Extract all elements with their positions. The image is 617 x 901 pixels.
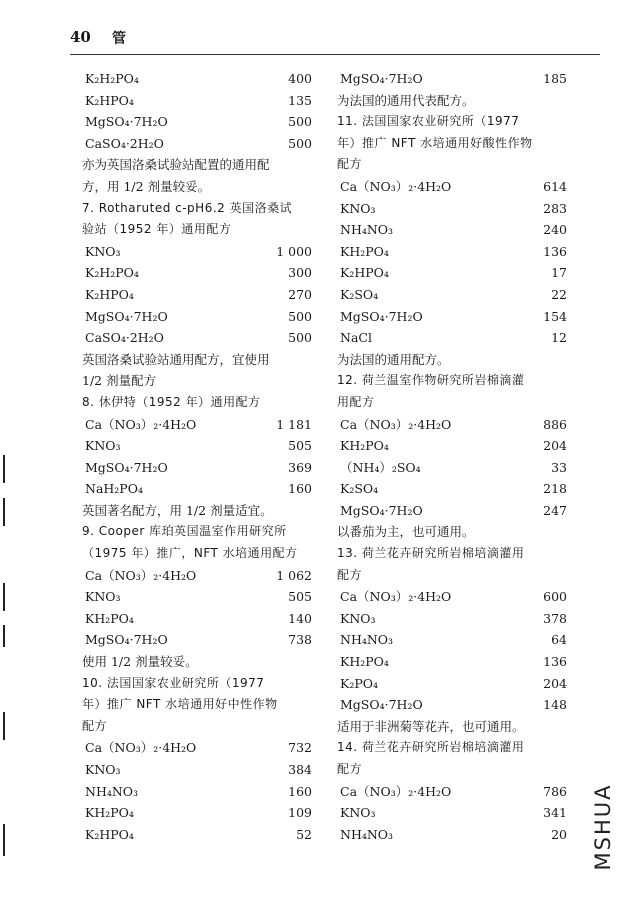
compound-name: Ca（NO₃）₂·4H₂O <box>340 178 452 194</box>
formula-row <box>337 500 567 522</box>
formula-heading: 年）推广 NFT 水培通用好酸性作物 <box>337 135 533 150</box>
compound-name: MgSO₄·7H₂O <box>85 114 168 130</box>
compound-name: Ca（NO₃）₂·4H₂O <box>340 589 452 605</box>
compound-amount: 20 <box>551 826 567 842</box>
formula-row <box>337 241 567 263</box>
compound-name: KNO₃ <box>85 589 121 605</box>
formula-row <box>337 176 567 198</box>
compound-name: K₂HPO₄ <box>340 265 389 281</box>
formula-row <box>337 219 567 241</box>
formula-row <box>82 457 312 479</box>
formula-row <box>337 198 567 220</box>
formula-row <box>82 435 312 457</box>
margin-mark <box>3 625 5 647</box>
formula-row <box>337 824 567 846</box>
compound-amount: 22 <box>551 286 567 302</box>
compound-name: MgSO₄·7H₂O <box>85 308 168 324</box>
compound-amount: 109 <box>288 805 312 821</box>
compound-name: NaCl <box>340 330 372 346</box>
compound-amount: 160 <box>288 783 312 799</box>
compound-amount: 12 <box>551 330 567 346</box>
formula-row <box>82 586 312 608</box>
formula-note: 1/2 剂量配方 <box>82 373 157 389</box>
compound-amount: 786 <box>543 783 567 799</box>
compound-amount: 283 <box>543 200 567 216</box>
formula-row <box>337 586 567 608</box>
compound-amount: 505 <box>288 438 312 454</box>
compound-name: KNO₃ <box>340 200 376 216</box>
formula-row <box>82 824 312 846</box>
compound-amount: 1 000 <box>276 243 312 259</box>
compound-name: NH₄NO₃ <box>340 222 394 238</box>
formula-heading: 14. 荷兰花卉研究所岩棉培滴灌用 <box>337 740 525 755</box>
formula-row <box>82 478 312 500</box>
formula-row <box>337 284 567 306</box>
header-rule <box>70 54 600 55</box>
compound-name: NaH₂PO₄ <box>85 481 143 497</box>
formula-heading: 配方 <box>337 157 363 172</box>
compound-amount: 886 <box>543 416 567 432</box>
compound-name: Ca（NO₃）₂·4H₂O <box>85 416 197 432</box>
formula-row <box>337 435 567 457</box>
margin-mark <box>3 712 5 740</box>
formula-row <box>82 759 312 781</box>
formula-note: 为法国的通用代表配方。 <box>337 92 475 108</box>
formula-row <box>82 327 312 349</box>
compound-name: K₂SO₄ <box>340 481 379 497</box>
compound-name: Ca（NO₃）₂·4H₂O <box>85 740 197 756</box>
formula-row <box>82 241 312 263</box>
compound-amount: 600 <box>543 589 567 605</box>
formula-note: 英国著名配方，用 1/2 剂量适宜。 <box>82 502 273 518</box>
formula-row <box>337 327 567 349</box>
compound-amount: 135 <box>288 92 312 108</box>
formula-note: 使用 1/2 剂量较妥。 <box>82 654 198 670</box>
compound-name: KH₂PO₄ <box>340 243 389 259</box>
compound-name: Ca（NO₃）₂·4H₂O <box>340 416 452 432</box>
compound-name: K₂HPO₄ <box>85 286 134 302</box>
formula-heading: 配方 <box>82 718 108 733</box>
compound-name: Ca（NO₃）₂·4H₂O <box>85 567 197 583</box>
formula-row <box>82 414 312 436</box>
margin-mark <box>3 498 5 526</box>
compound-name: K₂SO₄ <box>340 286 379 302</box>
compound-name: KH₂PO₄ <box>85 805 134 821</box>
compound-amount: 400 <box>288 71 312 86</box>
compound-amount: 369 <box>288 459 312 475</box>
compound-amount: 64 <box>551 632 567 648</box>
compound-name: K₂H₂PO₄ <box>85 71 139 86</box>
formula-row <box>82 68 312 90</box>
compound-amount: 1 181 <box>276 416 312 432</box>
formula-row <box>337 694 567 716</box>
compound-name: NH₄NO₃ <box>340 632 394 648</box>
compound-amount: 300 <box>288 265 312 281</box>
compound-name: CaSO₄·2H₂O <box>85 135 164 151</box>
compound-name: K₂HPO₄ <box>85 826 134 842</box>
formula-row <box>337 629 567 651</box>
formula-row <box>82 90 312 112</box>
formula-row <box>82 565 312 587</box>
formula-note: 适用于非洲菊等花卉，也可通用。 <box>337 718 525 734</box>
page-header <box>70 28 600 58</box>
compound-amount: 52 <box>296 826 312 842</box>
formula-row <box>82 608 312 630</box>
formula-heading: 13. 荷兰花卉研究所岩棉培滴灌用 <box>337 546 525 561</box>
compound-name: MgSO₄·7H₂O <box>85 459 168 475</box>
compound-amount: 247 <box>543 502 567 518</box>
compound-name: NH₄NO₃ <box>340 826 394 842</box>
running-title: 管 <box>112 31 126 47</box>
right-column <box>337 68 567 845</box>
compound-name: K₂H₂PO₄ <box>85 265 139 281</box>
compound-amount: 240 <box>543 222 567 238</box>
compound-amount: 500 <box>288 135 312 151</box>
formula-row <box>82 262 312 284</box>
formula-heading: 9. Cooper 库珀英国温室作用研究所 <box>82 524 287 539</box>
formula-row <box>337 781 567 803</box>
formula-heading: 12. 荷兰温室作物研究所岩棉滴灌 <box>337 373 525 388</box>
compound-amount: 204 <box>543 438 567 454</box>
compound-amount: 732 <box>288 740 312 756</box>
compound-amount: 154 <box>543 308 567 324</box>
compound-name: KH₂PO₄ <box>85 610 134 626</box>
formula-row <box>337 802 567 824</box>
compound-name: K₂HPO₄ <box>85 92 134 108</box>
formula-row <box>337 673 567 695</box>
margin-mark <box>3 455 5 483</box>
formula-heading: 配方 <box>337 762 363 776</box>
formula-row <box>337 68 567 90</box>
left-column <box>82 68 312 845</box>
formula-heading: 用配方 <box>337 394 375 409</box>
compound-name: K₂PO₄ <box>340 675 379 691</box>
compound-amount: 378 <box>543 610 567 626</box>
compound-amount: 136 <box>543 243 567 259</box>
compound-amount: 185 <box>543 71 567 86</box>
formula-row <box>337 651 567 673</box>
formula-note: 亦为英国洛桑试验站配置的通用配 <box>82 157 270 173</box>
compound-amount: 160 <box>288 481 312 497</box>
formula-heading: 8. 休伊特（1952 年）通用配方 <box>82 394 261 409</box>
formula-heading: 配方 <box>337 567 363 582</box>
formula-heading: 年）推广 NFT 水培通用好中性作物 <box>82 697 278 712</box>
formula-heading: 10. 法国国家农业研究所（1977 <box>82 675 265 690</box>
formula-heading: 11. 法国国家农业研究所（1977 <box>337 114 520 129</box>
compound-amount: 500 <box>288 308 312 324</box>
formula-row <box>82 284 312 306</box>
formula-row <box>82 133 312 155</box>
compound-name: KNO₃ <box>85 438 121 454</box>
formula-row <box>82 781 312 803</box>
compound-name: KNO₃ <box>85 243 121 259</box>
compound-amount: 148 <box>543 697 567 713</box>
formula-row <box>337 478 567 500</box>
margin-mark <box>3 824 5 856</box>
compound-amount: 218 <box>543 481 567 497</box>
compound-name: MgSO₄·7H₂O <box>340 308 423 324</box>
formula-heading: （1975 年）推广，NFT 水培通用配方 <box>82 546 298 561</box>
page-number: 40 <box>70 28 91 46</box>
compound-amount: 204 <box>543 675 567 691</box>
formula-row <box>82 737 312 759</box>
compound-amount: 500 <box>288 114 312 130</box>
compound-name: KNO₃ <box>340 805 376 821</box>
compound-name: Ca（NO₃）₂·4H₂O <box>340 783 452 799</box>
compound-amount: 341 <box>543 805 567 821</box>
watermark <box>591 767 615 887</box>
formula-row <box>337 262 567 284</box>
compound-name: MgSO₄·7H₂O <box>340 502 423 518</box>
compound-amount: 738 <box>288 632 312 648</box>
compound-amount: 270 <box>288 286 312 302</box>
formula-row <box>337 457 567 479</box>
formula-row <box>82 306 312 328</box>
compound-amount: 384 <box>288 762 312 777</box>
margin-mark <box>3 583 5 611</box>
formula-note: 为法国的通用配方。 <box>337 351 450 367</box>
formula-row <box>82 802 312 824</box>
compound-amount: 33 <box>551 459 567 475</box>
formula-row <box>337 414 567 436</box>
scan-margin-marks <box>3 0 7 901</box>
compound-amount: 136 <box>543 654 567 670</box>
watermark-text: MSHUA <box>591 783 615 871</box>
compound-name: （NH₄）₂SO₄ <box>340 459 421 475</box>
compound-amount: 614 <box>543 178 567 194</box>
compound-name: KNO₃ <box>340 610 376 626</box>
compound-name: KNO₃ <box>85 762 121 777</box>
compound-amount: 500 <box>288 330 312 346</box>
formula-heading: 验站（1952 年）通用配方 <box>82 222 232 237</box>
compound-name: MgSO₄·7H₂O <box>340 697 423 713</box>
formula-row <box>337 608 567 630</box>
formula-row <box>82 629 312 651</box>
compound-name: NH₄NO₃ <box>85 783 139 799</box>
formula-note: 英国洛桑试验站通用配方，宜使用 <box>82 351 270 367</box>
compound-name: KH₂PO₄ <box>340 438 389 454</box>
compound-name: MgSO₄·7H₂O <box>85 632 168 648</box>
formula-row <box>337 306 567 328</box>
formula-row <box>82 111 312 133</box>
compound-name: CaSO₄·2H₂O <box>85 330 164 346</box>
compound-amount: 505 <box>288 589 312 605</box>
compound-name: KH₂PO₄ <box>340 654 389 670</box>
formula-note: 方，用 1/2 剂量较妥。 <box>82 178 211 194</box>
formula-note: 以番茄为主，也可通用。 <box>337 524 475 540</box>
compound-amount: 140 <box>288 610 312 626</box>
compound-amount: 1 062 <box>276 567 312 583</box>
compound-name: MgSO₄·7H₂O <box>340 71 423 86</box>
compound-amount: 17 <box>551 265 567 281</box>
formula-heading: 7. Rotharuted c-pH6.2 英国洛桑试 <box>82 200 293 215</box>
